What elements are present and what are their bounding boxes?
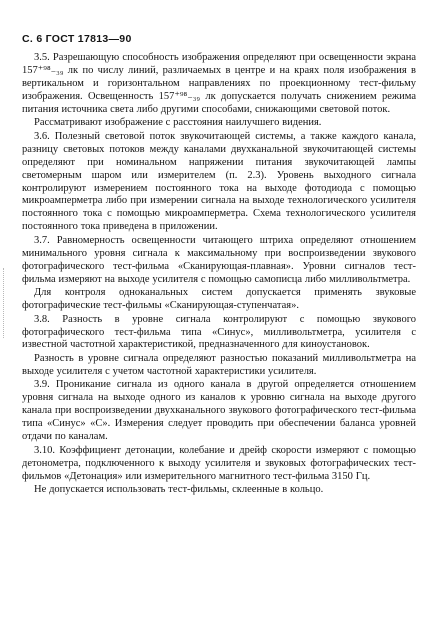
document-body: [22, 52, 416, 497]
paragraph-3-9: 3.9. Проникание сигнала из одного канала в другой определяется отношением уровня сигнала на выходе одного из каналов к уровню сигнала на выходе другого канала при воспроизведении двухканального звукового фотографического тест-фильма типа «Синус» «С». Измерения следует проводить при обеспечении баланса уровней отдачи по каналам.: [22, 379, 416, 443]
paragraph-3-10: 3.10. Коэффициент детонации, колебание и дрейф скорости измеряют с помощью детонометра, подключенного к выходу усилителя и звуковых фотографических тест-фильмов «Детонация» или измерительного магнитного тест-фильма 3150 Гц.: [22, 444, 416, 482]
paragraph-3-10-note: Не допускается использовать тест-фильмы, склеенные в кольцо.: [34, 483, 324, 495]
paragraph-3-7-note: Для контроля одноканальных систем допускается применять звуковые фотографические тест-фильмы «Сканирующая-ступенчатая».: [22, 287, 416, 312]
paragraph-3-8: 3.8. Разность в уровне сигнала контролируют с помощью звукового фотографического тест-фильма типа «Синус», милливольтметра, усилителя с известной частотной характеристикой, предназначенного для киноустановок.: [22, 313, 416, 351]
margin-mark: [3, 268, 7, 338]
page-header: С. 6 ГОСТ 17813—90: [22, 33, 132, 45]
paragraph-3-8-note: Разность в уровне сигнала определяют разностью показаний милливольтметра на выходе усилителя с учетом частотной характеристики усилителя.: [22, 352, 416, 377]
paragraph-3-6: 3.6. Полезный световой поток звукочитающей системы, а также каждого канала, разницу световых потоков между каналами двухканальной звукочитающей системы определяют при номинальном напряжении питания звукочитающей лампы светомерным шаром или измерителем (п. 2.3). Уровень выходного сигнала контролируют измерением постоянного тока на выходе фотодиода с помощью микроамперметра либо при измерении сигнала на выходе технологического усилителя постоянного тока с помощью микроамперметра. Схема технологического усилителя постоянного тока приведена в приложении.: [22, 130, 416, 233]
paragraph-3-7: 3.7. Равномерность освещенности читающего штриха определяют отношением минимального уровня сигнала к максимальному при воспроизведении звукового фотографического тест-фильма «Сканирующая-плавная». Уровни сигналов тест-фильма измеряют на выходе усилителя с помощью самописца либо милливольтметра.: [22, 234, 416, 285]
paragraph-3-5-note: Рассматривают изображение с расстояния наилучшего видения.: [34, 117, 322, 129]
paragraph-3-5: 3.5. Разрешающую способность изображения определяют при освещенности экрана 157⁺⁹⁸₋₃₉ лк по числу линий, различаемых в центре и на краях поля изображения в вертикальном и горизонтальном направлениях по проекционному тест-фильму изображения. Освещенность 157⁺⁹⁸₋₃₉ лк допускается получать снижением режима питания источника света либо другими способами, снижающими световой поток.: [22, 52, 416, 115]
